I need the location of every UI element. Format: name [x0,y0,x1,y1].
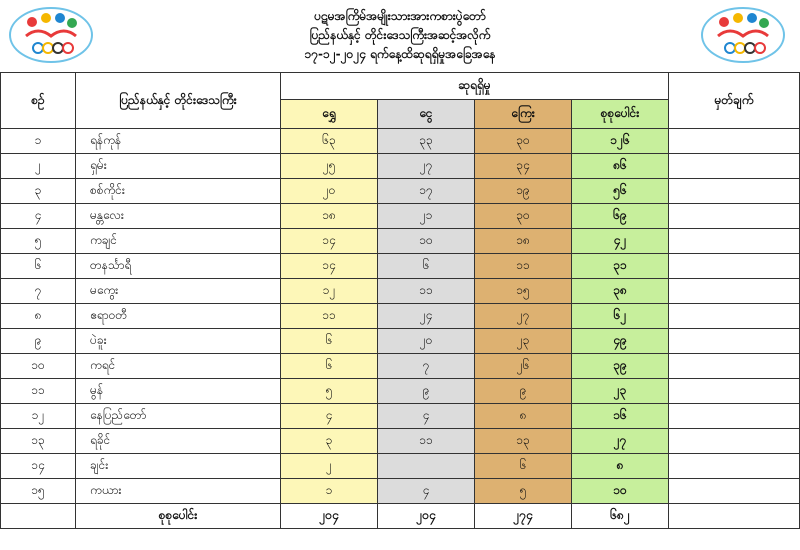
row-no: ၂ [1,154,76,179]
col-gold-header: ရွှေ [281,100,378,129]
row-bronze: ၁၃ [475,429,572,454]
row-no: ၁၀ [1,354,76,379]
row-silver: ၄ [378,404,475,429]
table-row [1,204,800,229]
row-bronze: ၂၇ [475,304,572,329]
row-region: ဧရာဝတီ [76,304,281,329]
row-no: ၅ [1,229,76,254]
row-region: စစ်ကိုင်း [76,179,281,204]
table-row [1,254,800,279]
header-line-1: ပဋမအကြိမ်အမျိုးသားအားကစားပွဲတော် [314,9,486,23]
totals-label: စုစုပေါင်း [76,504,281,529]
table-row [1,329,800,354]
row-silver: ၁၇ [378,179,475,204]
col-remarks-header: မှတ်ချက် [669,73,800,129]
row-no: ၇ [1,279,76,304]
row-no: ၁ [1,129,76,154]
row-remarks [669,129,800,154]
row-gold: ၂၀ [281,179,378,204]
row-total: ၁၆ [572,404,669,429]
row-total: ၁၀ [572,479,669,504]
row-gold: ၂၅ [281,154,378,179]
row-no: ၆ [1,254,76,279]
row-remarks [669,254,800,279]
table-row [1,154,800,179]
table-row [1,379,800,404]
row-no: ၁၄ [1,454,76,479]
row-gold: ၆ [281,354,378,379]
row-total: ၄၂ [572,229,669,254]
row-bronze: ၈ [475,404,572,429]
row-silver: ၂၀ [378,329,475,354]
row-bronze: ၃၀ [475,204,572,229]
row-remarks [669,429,800,454]
row-gold: ၁၄ [281,229,378,254]
row-silver: ၇ [378,354,475,379]
row-gold: ၆၃ [281,129,378,154]
row-total: ၂၃ [572,379,669,404]
row-silver: ၂၁ [378,204,475,229]
row-total: ၁၂၆ [572,129,669,154]
row-gold: ၁၁ [281,304,378,329]
col-region-header: ပြည်နယ်နှင့် တိုင်းဒေသကြီး [76,73,281,129]
table-row [1,454,800,479]
row-total: ၈၆ [572,154,669,179]
header-line-3: ၁၇-၁၂-၂၀၂၄ ရက်နေ့ထိဆုရရှိမှုအခြေအနေ [304,47,496,61]
table-row [1,354,800,379]
row-total: ၆၂ [572,304,669,329]
row-remarks [669,479,800,504]
row-gold: ၁ [281,479,378,504]
row-region: ကချင် [76,229,281,254]
row-region: ကယား [76,479,281,504]
row-bronze: ၂၃ [475,329,572,354]
row-gold: ၁၂ [281,279,378,304]
row-bronze: ၁၅ [475,279,572,304]
row-silver: ၁၁ [378,279,475,304]
row-bronze: ၁၈ [475,229,572,254]
row-no: ၈ [1,304,76,329]
table-row [1,304,800,329]
row-remarks [669,279,800,304]
row-remarks [669,229,800,254]
row-remarks [669,379,800,404]
table-row [1,429,800,454]
row-silver: ၂၇ [378,154,475,179]
row-silver: ၃၃ [378,129,475,154]
totals-silver: ၂၀၄ [378,504,475,529]
table-row [1,404,800,429]
row-total: ၅၆ [572,179,669,204]
totals-gold: ၂၀၄ [281,504,378,529]
row-remarks [669,354,800,379]
row-bronze: ၃၄ [475,154,572,179]
row-gold: ၃ [281,429,378,454]
totals-total: ၆၈၂ [572,504,669,529]
row-bronze: ၂၆ [475,354,572,379]
row-total: ၂၇ [572,429,669,454]
col-bronze-header: ကြေး [475,100,572,129]
row-bronze: ၅ [475,479,572,504]
row-no: ၁၁ [1,379,76,404]
games-logo-icon [8,6,94,64]
row-silver: ၂၄ [378,304,475,329]
row-silver [378,454,475,479]
row-total: ၄၉ [572,329,669,354]
row-gold: ၂ [281,454,378,479]
row-remarks [669,304,800,329]
row-gold: ၁၄ [281,254,378,279]
medal-table [0,72,800,529]
table-row [1,479,800,504]
table-row [1,179,800,204]
row-region: ချင်း [76,454,281,479]
table-row [1,129,800,154]
row-silver: ၄ [378,479,475,504]
row-remarks [669,154,800,179]
col-no-header: စဉ် [1,73,76,129]
row-gold: ၄ [281,404,378,429]
row-gold: ၁၈ [281,204,378,229]
header-line-2: ပြည်နယ်နှင့် တိုင်းဒေသကြီးအဆင့်အလိုက် [309,28,491,42]
row-total: ၃၈ [572,279,669,304]
row-region: ရှမ်း [76,154,281,179]
row-total: ၆၉ [572,204,669,229]
row-silver: ၆ [378,254,475,279]
row-region: တနင်္သာရီ [76,254,281,279]
row-bronze: ၃၀ [475,129,572,154]
row-remarks [669,404,800,429]
col-medals-header: ဆုရရှိမှု [281,73,669,100]
games-logo-icon [700,6,786,64]
row-region: မွန် [76,379,281,404]
row-total: ၈ [572,454,669,479]
row-remarks [669,454,800,479]
row-silver: ၁၀ [378,229,475,254]
row-region: ရန်ကုန် [76,129,281,154]
row-region: ရခိုင် [76,429,281,454]
col-total-header: စုစုပေါင်း [572,100,669,129]
row-no: ၁၅ [1,479,76,504]
row-remarks [669,204,800,229]
row-remarks [669,329,800,354]
row-no: ၃ [1,179,76,204]
row-silver: ၉ [378,379,475,404]
table-row [1,229,800,254]
row-region: မကွေး [76,279,281,304]
row-no: ၁၂ [1,404,76,429]
row-total: ၃၁ [572,254,669,279]
row-bronze: ၁၉ [475,179,572,204]
row-gold: ၆ [281,329,378,354]
table-row [1,279,800,304]
totals-bronze: ၂၇၄ [475,504,572,529]
row-gold: ၅ [281,379,378,404]
row-bronze: ၉ [475,379,572,404]
row-region: နေပြည်တော် [76,404,281,429]
row-region: မန္တလေး [76,204,281,229]
page-header [0,0,800,72]
row-no: ၉ [1,329,76,354]
row-silver: ၁၁ [378,429,475,454]
row-no: ၄ [1,204,76,229]
row-total: ၃၉ [572,354,669,379]
row-remarks [669,179,800,204]
col-silver-header: ငွေ [378,100,475,129]
row-region: ကရင် [76,354,281,379]
row-no: ၁၃ [1,429,76,454]
row-region: ပဲခူး [76,329,281,354]
row-bronze: ၆ [475,454,572,479]
row-bronze: ၁၁ [475,254,572,279]
